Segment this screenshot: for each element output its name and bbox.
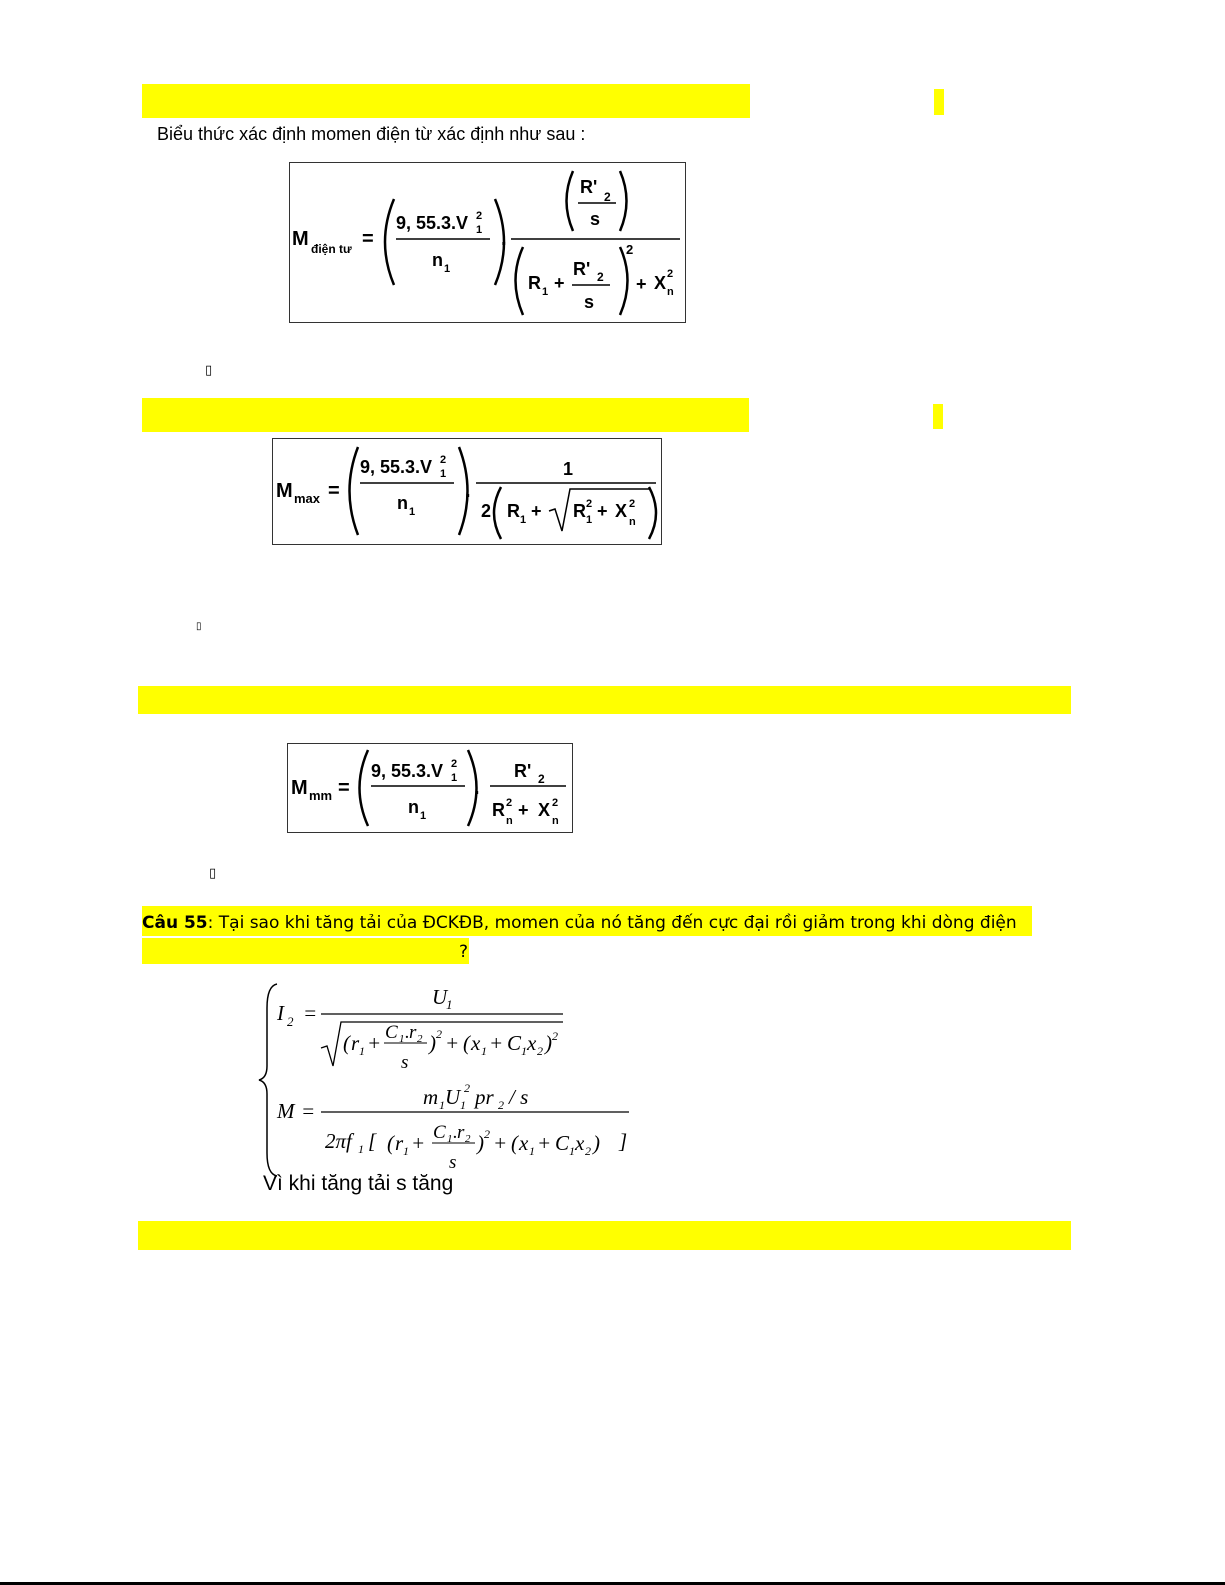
- svg-text:s: s: [584, 292, 595, 312]
- svg-text:2: 2: [451, 758, 458, 770]
- svg-text:+: +: [411, 1131, 426, 1155]
- svg-text:9, 55.3.V: 9, 55.3.V: [371, 761, 444, 781]
- svg-text:+: +: [445, 1031, 460, 1055]
- svg-text:): ): [593, 1131, 600, 1155]
- svg-text:r: r: [409, 1022, 417, 1043]
- svg-text:2: 2: [604, 190, 611, 204]
- svg-text:=: =: [328, 480, 340, 502]
- svg-text:M: M: [276, 480, 293, 502]
- svg-text:C: C: [555, 1131, 570, 1155]
- svg-text:2: 2: [481, 501, 492, 521]
- highlight-bar-1: [142, 84, 750, 118]
- svg-text:+: +: [537, 1131, 552, 1155]
- svg-text:x: x: [527, 1031, 537, 1055]
- svg-text:R: R: [507, 501, 520, 521]
- svg-text:+: +: [554, 273, 565, 293]
- svg-text:1: 1: [439, 1098, 445, 1112]
- svg-text:.: .: [501, 228, 507, 250]
- missing-glyph-3: ▯: [209, 866, 217, 881]
- svg-text:2: 2: [597, 270, 604, 284]
- svg-text:1: 1: [359, 1044, 365, 1058]
- svg-text:1: 1: [520, 514, 527, 526]
- svg-text:R: R: [573, 501, 586, 521]
- svg-text:x: x: [471, 1031, 481, 1055]
- svg-text:[: [: [368, 1129, 377, 1153]
- highlight-bar-3: [138, 686, 1071, 714]
- svg-text:+: +: [636, 274, 647, 294]
- highlight-bar-4: [138, 1221, 1071, 1250]
- svg-text:2: 2: [552, 1029, 558, 1043]
- svg-text:.: .: [465, 480, 471, 502]
- svg-text:M: M: [291, 777, 308, 799]
- svg-text:n: n: [629, 516, 636, 528]
- svg-text:X: X: [538, 800, 551, 820]
- answer-text: Vì khi tăng tải s tăng: [263, 1172, 454, 1195]
- svg-text:+: +: [531, 501, 542, 521]
- svg-text:(: (: [387, 1131, 394, 1155]
- svg-text:M: M: [277, 1099, 295, 1123]
- svg-text:+: +: [489, 1031, 504, 1055]
- svg-text:=: =: [338, 777, 350, 799]
- svg-text:r: r: [351, 1031, 360, 1055]
- question-text: : Tại sao khi tăng tải của ĐCKĐB, momen của nó tăng đến cực đại rồi giảm trong khi dòng điện: [207, 913, 1017, 933]
- svg-text:2: 2: [585, 1144, 591, 1158]
- svg-text:.: .: [474, 777, 480, 799]
- svg-text:m: m: [423, 1085, 439, 1109]
- svg-text:C: C: [507, 1031, 522, 1055]
- svg-text:n: n: [667, 286, 674, 298]
- svg-text:s: s: [590, 209, 601, 229]
- svg-text:1: 1: [521, 1044, 527, 1058]
- formula-max-torque: [272, 438, 662, 545]
- question-line1: [142, 911, 1017, 936]
- svg-text:): ): [477, 1131, 484, 1155]
- svg-text:1: 1: [447, 1133, 453, 1145]
- svg-text:R': R': [573, 259, 591, 279]
- formula-equals: =: [362, 228, 374, 250]
- svg-text:2: 2: [464, 1081, 470, 1095]
- svg-text:(: (: [463, 1031, 470, 1055]
- svg-text:n: n: [397, 493, 408, 513]
- svg-text:2: 2: [537, 1044, 543, 1058]
- svg-text:1: 1: [451, 772, 458, 784]
- missing-glyph-2: ▯: [196, 621, 202, 632]
- svg-text:X: X: [654, 273, 667, 293]
- svg-text:s: s: [449, 1152, 457, 1173]
- svg-text:1: 1: [409, 506, 416, 518]
- svg-text:U: U: [432, 985, 448, 1009]
- coef-numerator: 9, 55.3.V: [396, 213, 469, 233]
- svg-text:U: U: [445, 1085, 461, 1109]
- svg-text:r: r: [457, 1122, 465, 1143]
- svg-text:=: =: [303, 1001, 318, 1025]
- svg-text:max: max: [294, 491, 321, 506]
- missing-glyph-1: ▯: [205, 363, 213, 378]
- svg-text:.: .: [453, 1122, 458, 1143]
- svg-text:1: 1: [446, 997, 453, 1012]
- svg-text:r: r: [395, 1131, 404, 1155]
- svg-text:2: 2: [417, 1033, 423, 1045]
- svg-text:2: 2: [667, 268, 674, 280]
- svg-text:X: X: [615, 501, 628, 521]
- svg-text:2: 2: [626, 242, 634, 257]
- svg-text:I: I: [277, 1001, 284, 1025]
- svg-text:C: C: [433, 1122, 446, 1143]
- svg-text:C: C: [385, 1022, 398, 1043]
- formula-starting-torque: [287, 743, 573, 833]
- svg-text:1: 1: [440, 468, 447, 480]
- svg-text:2: 2: [498, 1098, 504, 1112]
- svg-text:/ s: / s: [509, 1085, 529, 1109]
- svg-text:x: x: [575, 1131, 585, 1155]
- svg-text:1: 1: [569, 1144, 575, 1158]
- question-highlight-line2: [142, 938, 469, 964]
- svg-text:2: 2: [287, 1014, 294, 1029]
- svg-text:1: 1: [563, 459, 574, 479]
- svg-text:9, 55.3.V: 9, 55.3.V: [360, 457, 433, 477]
- svg-text:n: n: [408, 797, 419, 817]
- svg-text:1: 1: [476, 224, 483, 236]
- svg-text:(: (: [343, 1031, 350, 1055]
- svg-text:+: +: [493, 1131, 508, 1155]
- svg-text:s: s: [401, 1052, 409, 1073]
- svg-text:2: 2: [465, 1133, 471, 1145]
- svg-text:1: 1: [542, 286, 549, 298]
- svg-text:2: 2: [436, 1027, 442, 1041]
- svg-text:2: 2: [552, 797, 559, 809]
- svg-text:2: 2: [476, 210, 483, 222]
- svg-text:R': R': [514, 761, 532, 781]
- svg-text:n: n: [432, 250, 443, 270]
- svg-text:): ): [429, 1031, 436, 1055]
- svg-text:1: 1: [358, 1142, 364, 1156]
- svg-text:+: +: [597, 501, 608, 521]
- svg-text:R: R: [528, 273, 541, 293]
- svg-text:=: =: [301, 1099, 316, 1123]
- svg-text:+: +: [367, 1031, 382, 1055]
- svg-text:R': R': [580, 177, 598, 197]
- highlight-bar-2: [142, 398, 749, 432]
- svg-text:2: 2: [440, 454, 447, 466]
- svg-text:1: 1: [399, 1033, 405, 1045]
- formula-lhs-main: M: [292, 228, 309, 250]
- svg-text:pr: pr: [475, 1085, 494, 1109]
- svg-text:1: 1: [481, 1044, 487, 1058]
- formula-electromagnetic-torque: [289, 162, 686, 323]
- formula-lhs-sub: điện tư: [311, 242, 352, 256]
- intro-text: Biểu thức xác định momen điện từ xác định như sau :: [157, 124, 586, 144]
- svg-text:]: ]: [619, 1129, 628, 1153]
- svg-text:2: 2: [506, 797, 513, 809]
- svg-text:1: 1: [420, 810, 427, 822]
- svg-text:1: 1: [444, 263, 451, 275]
- svg-text:(: (: [511, 1131, 518, 1155]
- svg-text:R: R: [492, 800, 505, 820]
- svg-text:1: 1: [460, 1098, 466, 1112]
- question-label: Câu 55: [142, 913, 208, 933]
- svg-text:2: 2: [586, 498, 593, 510]
- svg-text:+: +: [518, 800, 529, 820]
- svg-text:1: 1: [529, 1144, 535, 1158]
- svg-text:2: 2: [538, 772, 545, 786]
- svg-text:): ): [545, 1031, 552, 1055]
- highlight-mark-2: [933, 404, 943, 429]
- svg-text:mm: mm: [309, 788, 333, 803]
- highlight-mark-1: [934, 89, 944, 115]
- svg-text:2: 2: [484, 1127, 490, 1141]
- svg-text:2πf: 2πf: [325, 1129, 352, 1153]
- svg-text:x: x: [519, 1131, 529, 1155]
- svg-text:1: 1: [586, 514, 593, 526]
- svg-text:2: 2: [629, 498, 636, 510]
- svg-text:.: .: [405, 1022, 410, 1043]
- question-line2: ?: [459, 942, 469, 962]
- svg-text:n: n: [552, 815, 559, 827]
- svg-text:n: n: [506, 815, 513, 827]
- svg-text:1: 1: [403, 1144, 409, 1158]
